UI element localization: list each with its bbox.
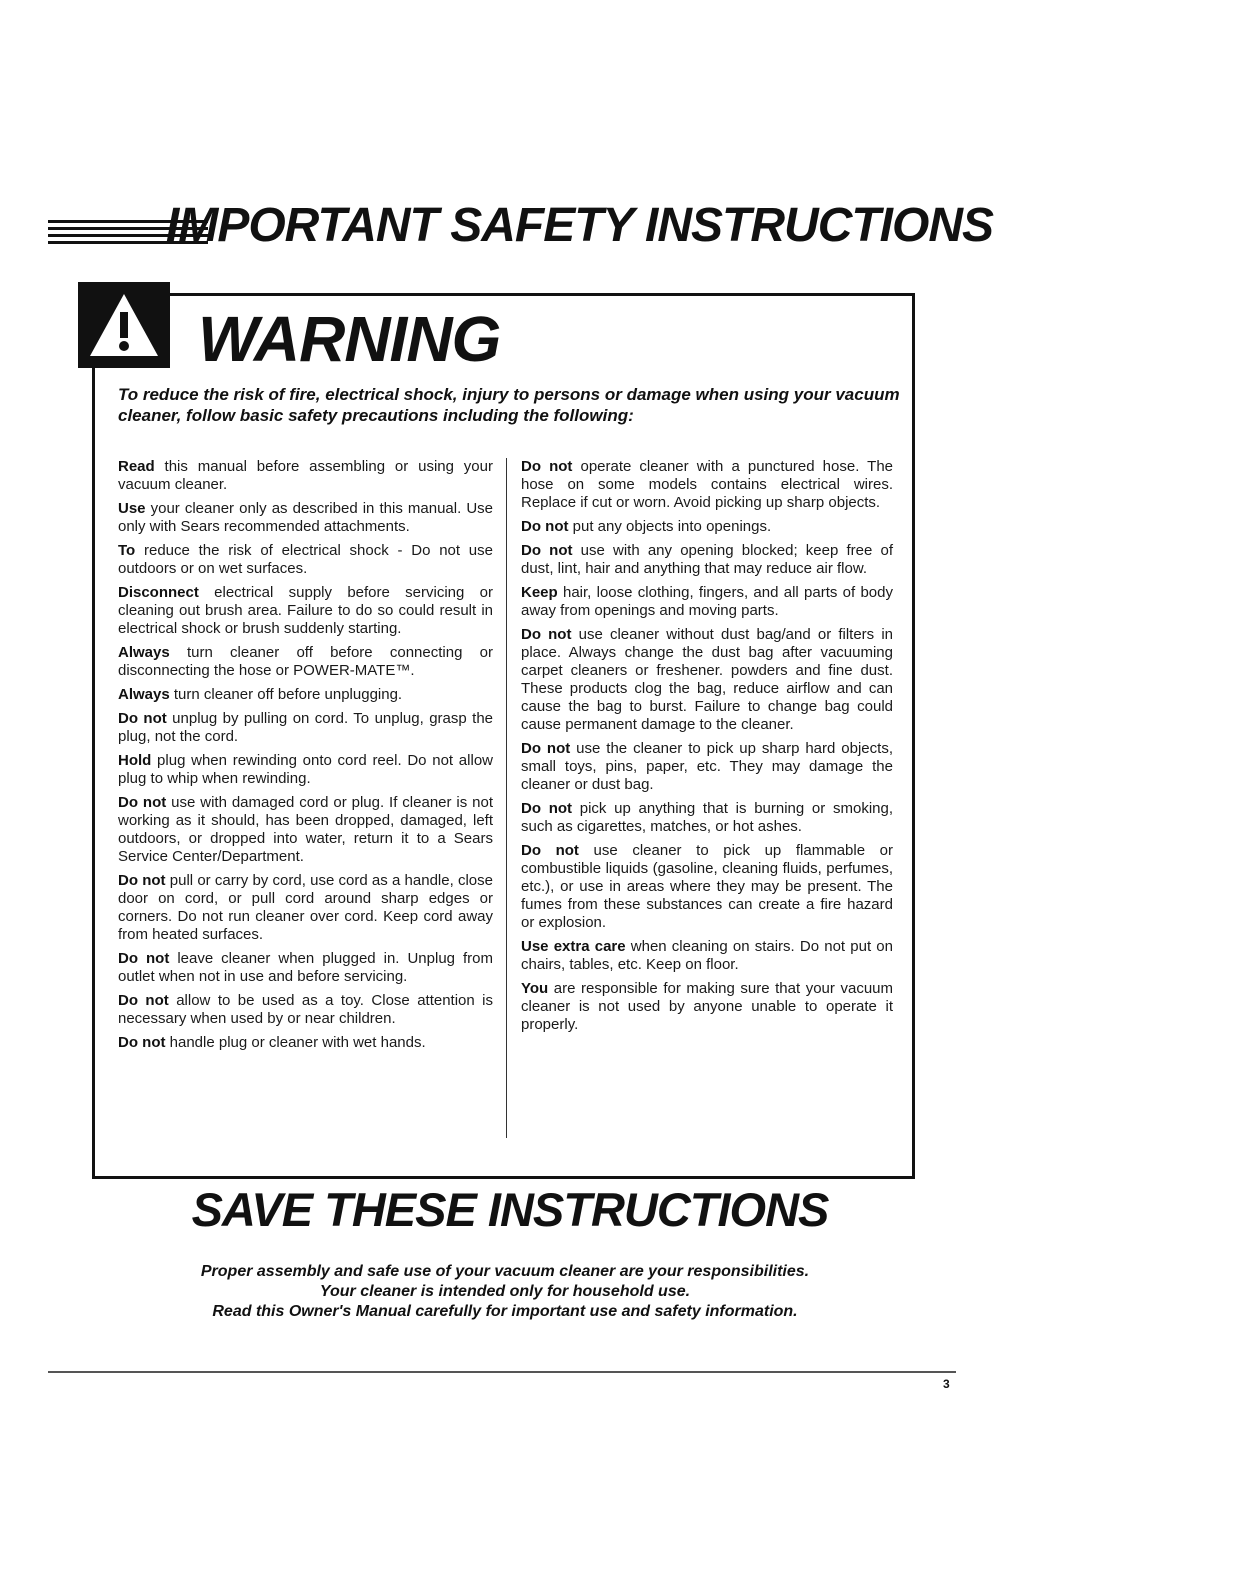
safety-list-right (521, 458, 893, 1040)
safety-item: Disconnect electrical supply before servicing or cleaning out brush area. Failure to do so could result in electrical shock or brush suddenly starting. (118, 584, 493, 637)
safety-item: Use your cleaner only as described in this manual. Use only with Sears recommended attachments. (118, 500, 493, 535)
warning-title: WARNING (198, 303, 501, 375)
save-instructions-title: SAVE THESE INSTRUCTIONS (191, 1183, 829, 1236)
safety-item: Do not unplug by pulling on cord. To unplug, grasp the plug, not the cord. (118, 710, 494, 745)
warning-intro: To reduce the risk of fire, electrical shock, injury to persons or damage when using your vacuum cleaner, follow basic safety precautions including the following: (118, 385, 900, 425)
safety-item: Do not allow to be used as a toy. Close attention is necessary when used by or near children. (118, 992, 494, 1027)
footer-note-household: Your cleaner is intended only for household use. (319, 1283, 691, 1300)
safety-item: Do not pull or carry by cord, use cord as a handle, close door on cord, or pull cord around sharp edges or corners. Do not run cleaner over cord. Keep cord away from heated surfaces. (118, 872, 493, 943)
safety-item: Do not leave cleaner when plugged in. Unplug from outlet when not in use and before servicing. (118, 950, 494, 985)
safety-item: Always turn cleaner off before connecting or disconnecting the hose or POWER-MATE™. (118, 644, 493, 679)
footer-note-manual: Read this Owner's Manual carefully for important use and safety information. (212, 1303, 798, 1320)
safety-item: Do not use with any opening blocked; keep free of dust, lint, hair and anything that may reduce air flow. (521, 542, 893, 577)
safety-item: To reduce the risk of electrical shock - Do not use outdoors or on wet surfaces. (118, 542, 493, 577)
safety-item: You are responsible for making sure that your vacuum cleaner is not used by anyone unable to operate it properly. (521, 980, 893, 1033)
safety-item: Do not put any objects into openings. (521, 518, 772, 535)
safety-item: Do not operate cleaner with a punctured hose. The hose on some models contains electrical wires. Replace if cut or worn. Avoid picking up sharp objects. (521, 458, 894, 511)
footer-note-responsibility: Proper assembly and safe use of your vacuum cleaner are your responsibilities. (200, 1263, 810, 1280)
page-header (48, 198, 1048, 258)
safety-item: Always turn cleaner off before unplugging. (118, 686, 403, 703)
safety-item: Do not use cleaner to pick up flammable or combustible liquids (gasoline, cleaning fluids, perfumes, etc.), or use in areas where they may be present. The fumes from these substances can create a fire hazard or explosion. (521, 842, 894, 931)
column-divider (506, 458, 507, 1138)
page-title: IMPORTANT SAFETY INSTRUCTIONS (166, 199, 994, 252)
footer-rule (48, 1371, 956, 1373)
safety-item: Do not pick up anything that is burning or smoking, such as cigarettes, matches, or hot ashes. (521, 800, 893, 835)
footer-notes (0, 1262, 1010, 1322)
safety-item: Do not use cleaner without dust bag/and or filters in place. Always change the dust bag after vacuuming carpet cleaners or freshener. powders and fine dust. These products clog the bag, reduce airflow and can cause the bag to burst. Failure to change bag could cause permanent damage to the cleaner. (521, 626, 894, 733)
safety-item: Keep hair, loose clothing, fingers, and all parts of body away from openings and moving parts. (521, 584, 893, 619)
safety-item: Hold plug when rewinding onto cord reel. Do not allow plug to whip when rewinding. (118, 752, 493, 787)
page-number: 3 (943, 1377, 950, 1391)
safety-item: Use extra care when cleaning on stairs. Do not put on chairs, tables, etc. Keep on floor. (521, 938, 893, 973)
warning-icon (78, 282, 170, 368)
safety-list-left (118, 458, 493, 1058)
safety-item: Do not use with damaged cord or plug. If cleaner is not working as it should, has been dropped, damaged, left outdoors, or dropped into water, return it to a Sears Service Center/Department. (118, 794, 494, 865)
safety-item: Do not use the cleaner to pick up sharp hard objects, small toys, pins, paper, etc. They may damage the cleaner or dust bag. (521, 740, 893, 793)
safety-item: Read this manual before assembling or using your vacuum cleaner. (118, 458, 493, 493)
safety-item: Do not handle plug or cleaner with wet hands. (118, 1034, 426, 1051)
